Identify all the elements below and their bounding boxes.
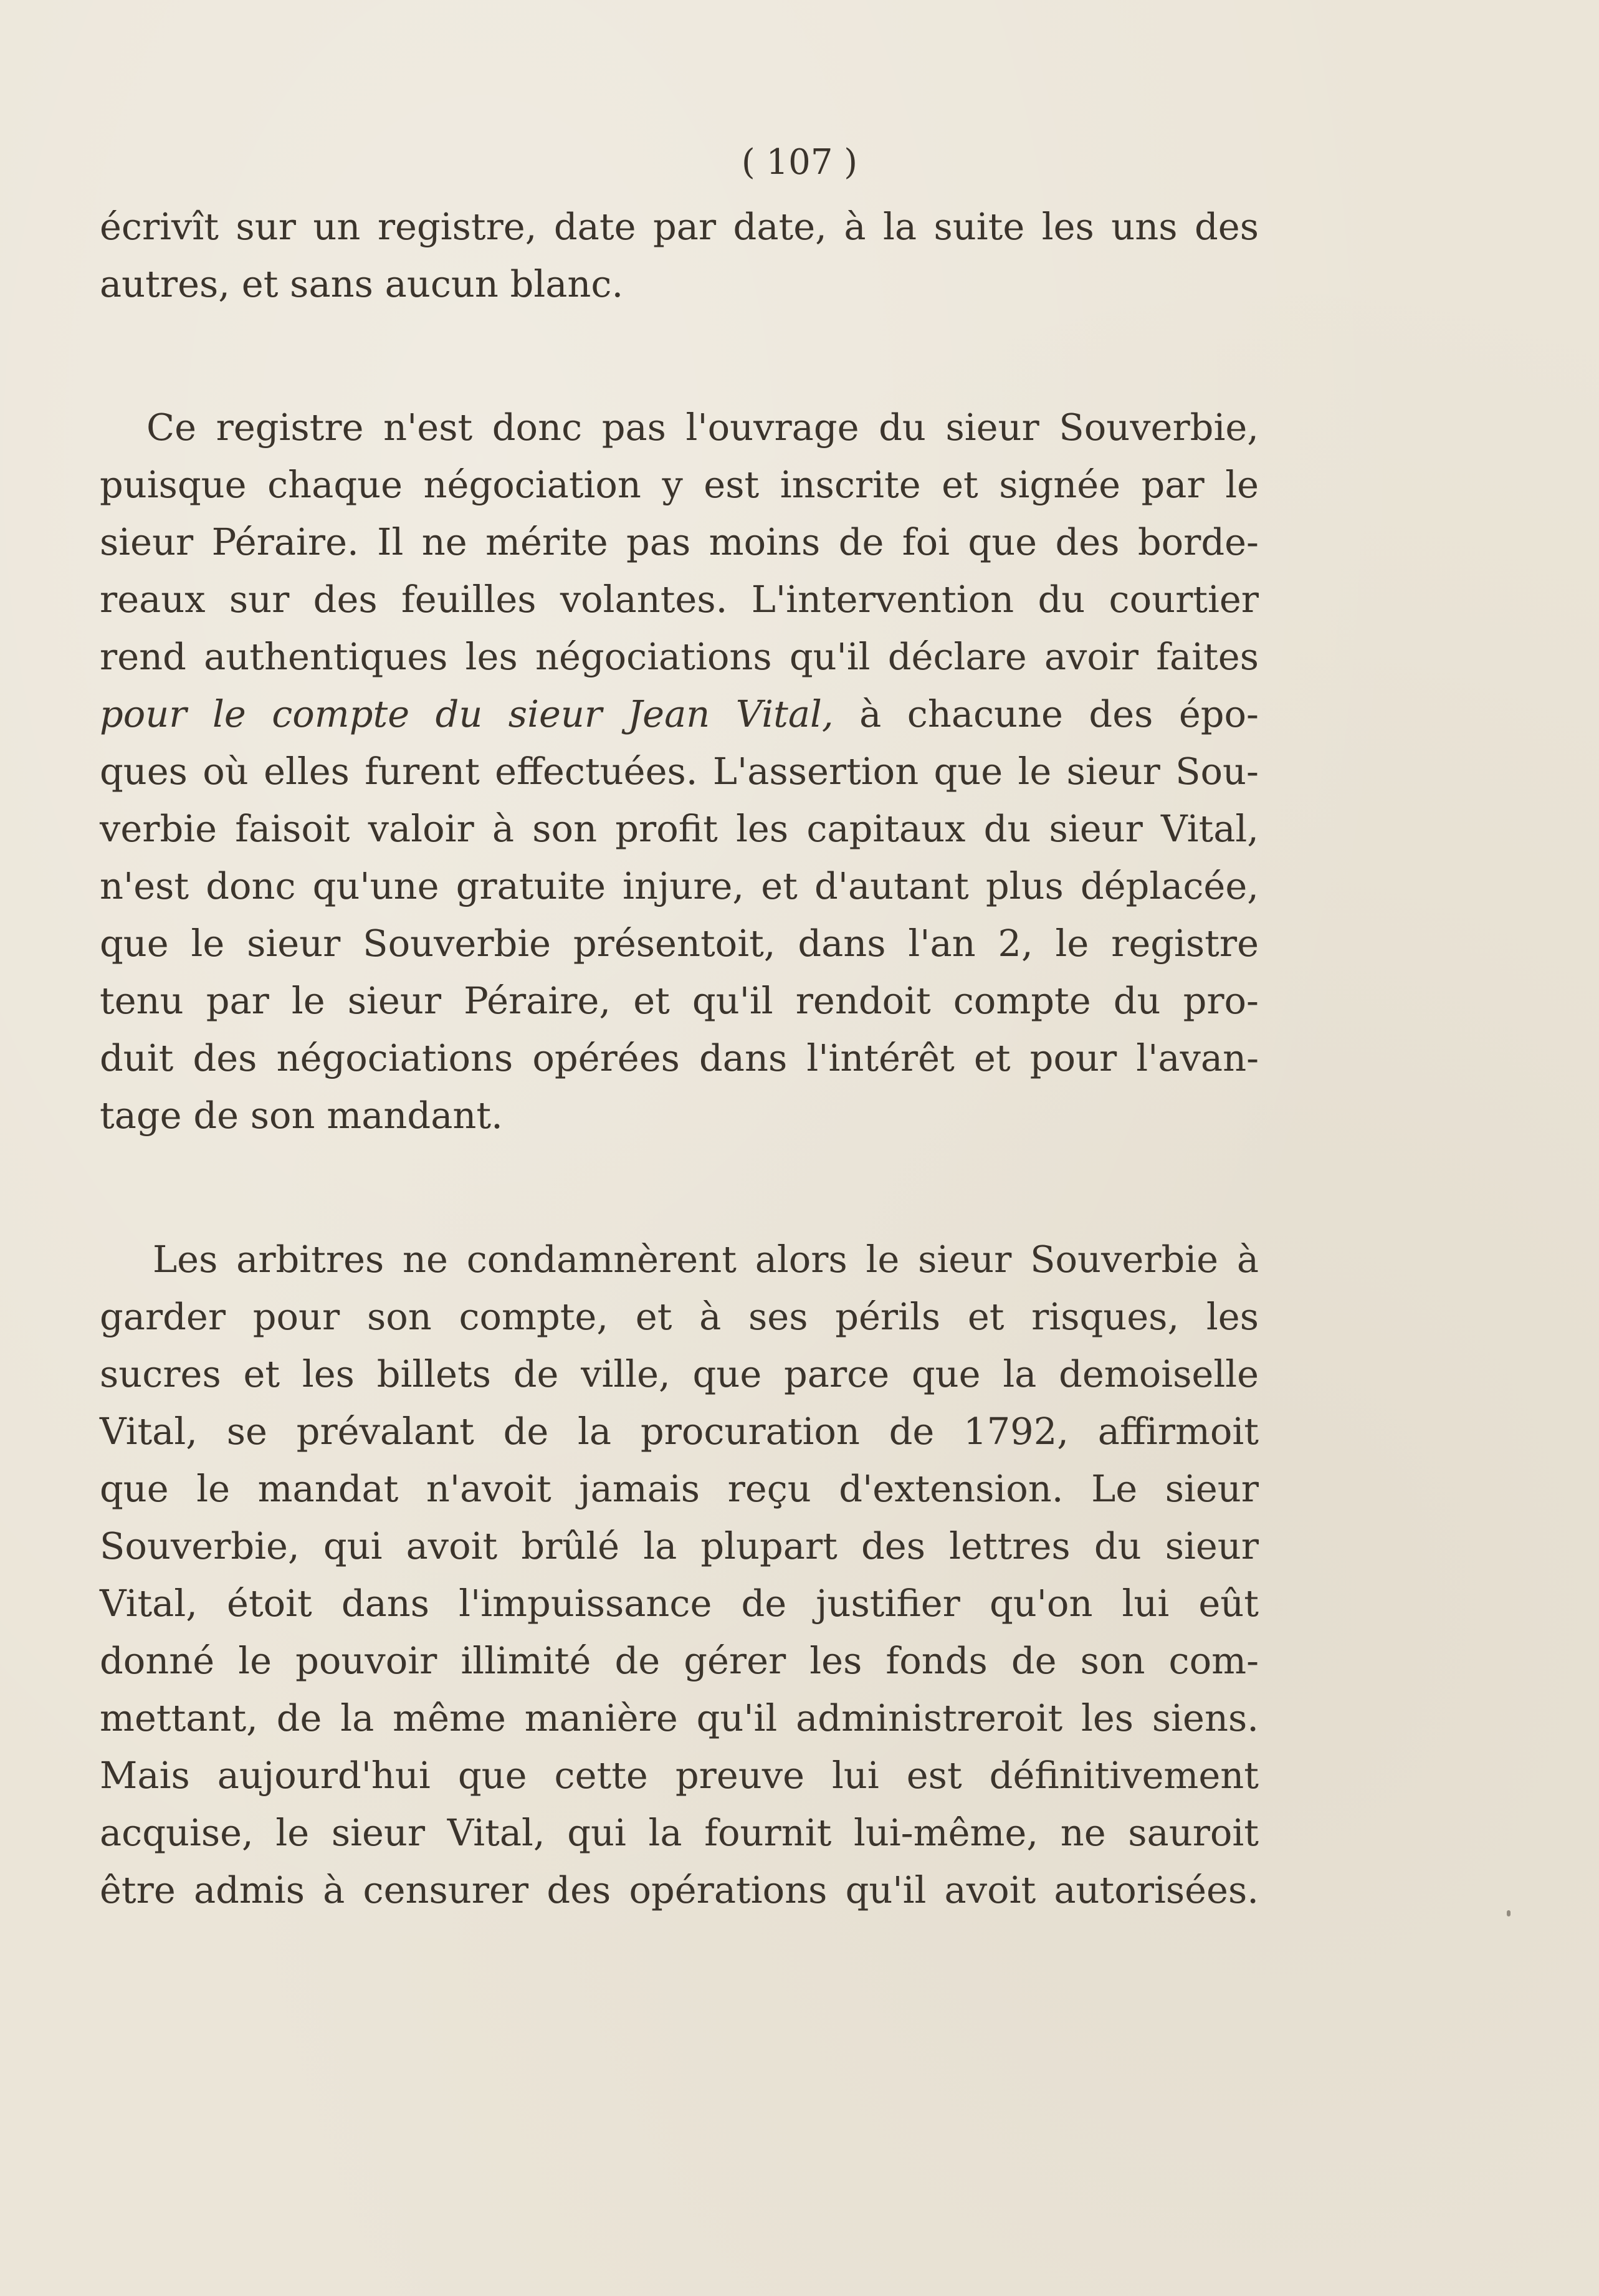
text-line: Les arbitres ne condamnèrent alors le sieur Souverbie à bbox=[153, 1238, 1259, 1281]
text-line: mettant, de la même manière qu'il administreroit les siens. bbox=[100, 1696, 1259, 1739]
text-line: tage de son mandant. bbox=[100, 1094, 503, 1137]
text-line: sucres et les billets de ville, que parce que la demoiselle bbox=[100, 1352, 1259, 1395]
paragraph-2 bbox=[100, 1231, 1259, 1919]
page-number: ( 107 ) bbox=[741, 142, 858, 183]
text-line: garder pour son compte, et à ses périls et risques, les bbox=[100, 1295, 1259, 1338]
text-line: acquise, le sieur Vital, qui la fournit lui-même, ne sauroit bbox=[100, 1811, 1259, 1854]
text-line: que le mandat n'avoit jamais reçu d'extension. Le sieur bbox=[100, 1467, 1259, 1510]
text-line: donné le pouvoir illimité de gérer les fonds de son com- bbox=[100, 1639, 1259, 1682]
italic-phrase: pour le compte du sieur Jean Vital, bbox=[100, 692, 834, 735]
text-line: être admis à censurer des opérations qu'il avoit autorisées. bbox=[100, 1868, 1259, 1911]
text-line-mixed bbox=[100, 686, 1259, 743]
text-line: n'est donc qu'une gratuite injure, et d'autant plus déplacée, bbox=[100, 864, 1259, 907]
text-fragment: à chacune des épo- bbox=[833, 692, 1259, 735]
text-line: écrivît sur un registre, date par date, à la suite les uns des bbox=[100, 205, 1259, 248]
text-line: Souverbie, qui avoit brûlé la plupart des lettres du sieur bbox=[100, 1524, 1259, 1567]
paper-speck bbox=[1507, 1910, 1511, 1916]
paragraph-1 bbox=[100, 399, 1259, 1144]
text-line: sieur Péraire. Il ne mérite pas moins de foi que des borde- bbox=[100, 520, 1259, 563]
text-line: reaux sur des feuilles volantes. L'intervention du courtier bbox=[100, 578, 1259, 621]
text-line: autres, et sans aucun blanc. bbox=[100, 262, 624, 305]
text-line: verbie faisoit valoir à son profit les capitaux du sieur Vital, bbox=[100, 807, 1259, 850]
text-line: que le sieur Souverbie présentoit, dans l'an 2, le registre bbox=[100, 922, 1259, 965]
text-line: Mais aujourd'hui que cette preuve lui est définitivement bbox=[100, 1754, 1259, 1797]
text-line: duit des négociations opérées dans l'intérêt et pour l'avan- bbox=[100, 1036, 1259, 1079]
text-line: Ce registre n'est donc pas l'ouvrage du sieur Souverbie, bbox=[146, 406, 1259, 449]
text-line: tenu par le sieur Péraire, et qu'il rendoit compte du pro- bbox=[100, 979, 1259, 1022]
text-line: rend authentiques les négociations qu'il déclare avoir faites bbox=[100, 635, 1259, 678]
text-line: puisque chaque négociation y est inscrite et signée par le bbox=[100, 463, 1259, 506]
text-line: Vital, se prévalant de la procuration de 1792, affirmoit bbox=[100, 1410, 1259, 1453]
paragraph-intro bbox=[100, 198, 1259, 313]
text-line: ques où elles furent effectuées. L'assertion que le sieur Sou- bbox=[100, 750, 1259, 793]
text-line: Vital, étoit dans l'impuissance de justifier qu'on lui eût bbox=[100, 1582, 1259, 1625]
